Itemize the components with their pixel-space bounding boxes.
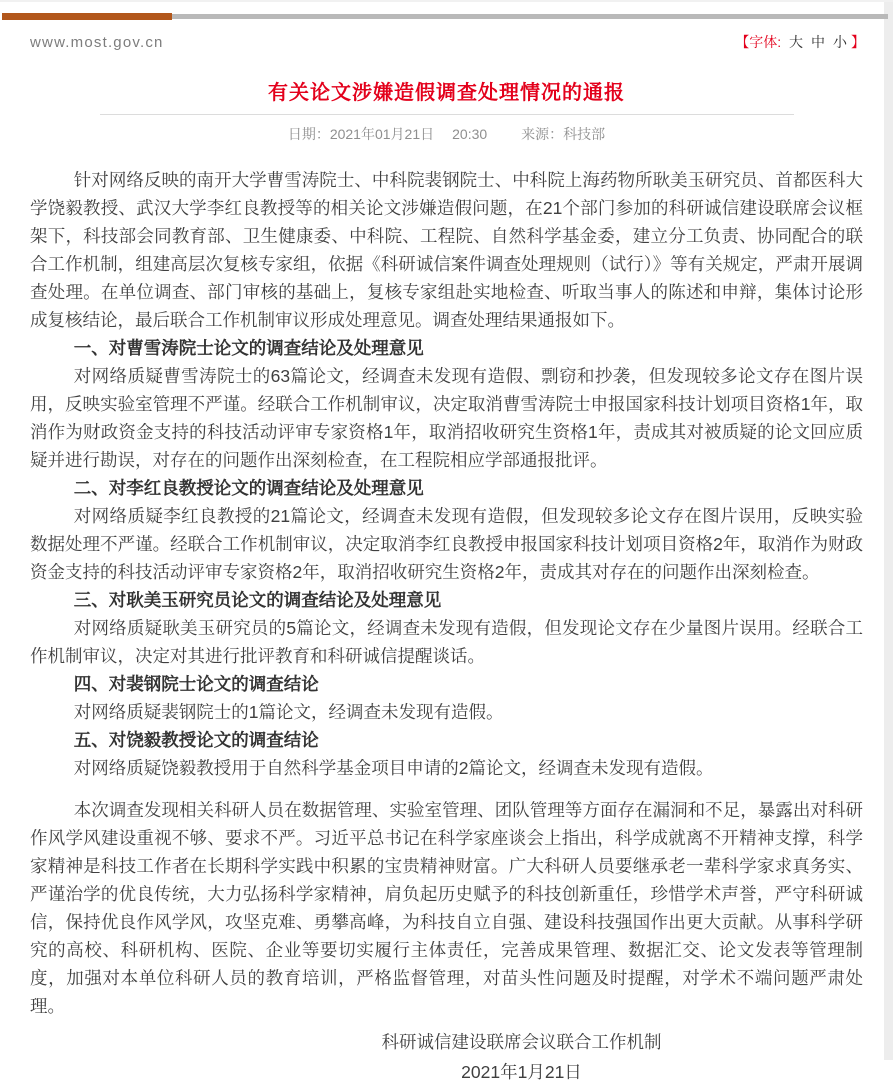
font-size-medium-link[interactable]: 中 — [811, 34, 825, 50]
signature-org: 科研诚信建设联席会议联合工作机制 — [381, 1032, 662, 1052]
meta-time: 20:30 — [452, 126, 488, 142]
section-heading: 二、对李红良教授论文的调查结论及处理意见 — [73, 478, 424, 498]
title-separator — [100, 114, 794, 115]
font-widget-close-bracket: 】 — [851, 34, 865, 50]
section-heading: 一、对曹雪涛院士论文的调查结论及处理意见 — [73, 338, 424, 358]
site-url: www.most.gov.cn — [30, 34, 164, 51]
article-body — [30, 166, 863, 1020]
article-paragraph: 本次调查发现相关科研人员在数据管理、实验室管理、团队管理等方面存在漏洞和不足，暴露出对科研作风学风建设重视不够、要求不严。习近平总书记在科学家座谈会上指出，科学成就离不开精神支撑，科学家精神是科技工作者在长期科学实践中积累的宝贵精神财富。广大科研人员要继承老一辈科学家求真务实、严谨治学的优良传统，大力弘扬科学家精神，肩负起历史赋予的科技创新重任，珍惜学术声誉，严守科研诚信，保持优良作风学风，攻坚克难、勇攀高峰，为科技自立自强、建设科技强国作出更大贡献。从事科学研究的高校、科研机构、医院、企业等要切实履行主体责任，完善成果管理、数据汇交、论文发表等管理制度，加强对本单位科研人员的教育培训，严格监督管理，对苗头性问题及时提醒，对学术不端问题严肃处理。 — [30, 800, 863, 1016]
meta-source: 来源：科技部 — [521, 126, 606, 142]
section-heading: 四、对裴钢院士论文的调查结论 — [73, 674, 319, 694]
article-page — [0, 80, 893, 1086]
top-decor-bar — [2, 13, 888, 20]
article-paragraph: 对网络质疑裴钢院士的1篇论文，经调查未发现有造假。 — [73, 702, 504, 722]
article-paragraph: 对网络质疑李红良教授的21篇论文，经调查未发现有造假，但发现较多论文存在图片误用，反映实验数据处理不严谨。经联合工作机制审议，决定取消李红良教授申报国家科技计划项目资格2年，取消作为财政资金支持的科技活动评审专家资格2年，取消招收研究生资格2年，责成其对存在的问题作出深刻检查。 — [30, 506, 863, 582]
font-size-small-link[interactable]: 小 — [833, 34, 847, 50]
signature-date: 2021年1月21日 — [461, 1062, 582, 1082]
section-heading: 五、对饶毅教授论文的调查结论 — [73, 730, 319, 750]
section-heading: 三、对耿美玉研究员论文的调查结论及处理意见 — [73, 590, 442, 610]
top-bar-gray-segment — [172, 14, 888, 19]
header-row — [0, 33, 893, 52]
font-widget-label: 字体: — [749, 34, 782, 50]
article-paragraph: 对网络质疑饶毅教授用于自然科学基金项目申请的2篇论文，经调查未发现有造假。 — [73, 758, 714, 778]
article-paragraph: 针对网络反映的南开大学曹雪涛院士、中科院裴钢院士、中科院上海药物所耿美玉研究员、首都医科大学饶毅教授、武汉大学李红良教授等的相关论文涉嫌造假问题，在21个部门参加的科研诚信建设联席会议框架下，科技部会同教育部、卫生健康委、中科院、工程院、自然科学基金委，建立分工负责、协同配合的联合工作机制，组建高层次复核专家组，依据《科研诚信案件调查处理规则（试行）》等有关规定，严肃开展调查处理。在单位调查、部门审核的基础上，复核专家组赴实地检查、听取当事人的陈述和申辩，集体讨论形成复核结论，最后联合工作机制审议形成处理意见。调查处理结果通报如下。 — [30, 170, 863, 330]
meta-date: 日期：2021年01月21日 — [287, 126, 435, 142]
font-size-large-link[interactable]: 大 — [789, 34, 803, 50]
font-widget-open-bracket: 【 — [735, 34, 750, 50]
article-meta — [30, 124, 863, 144]
signature-block — [30, 1028, 863, 1086]
article-paragraph: 对网络质疑耿美玉研究员的5篇论文，经调查未发现有造假，但发现论文存在少量图片误用。经联合工作机制审议，决定对其进行批评教育和科研诚信提醒谈话。 — [30, 618, 863, 666]
page-header — [0, 13, 893, 52]
article-title: 有关论文涉嫌造假调查处理情况的通报 — [268, 82, 625, 104]
font-size-widget — [735, 33, 865, 51]
top-bar-orange-segment — [2, 13, 172, 20]
article-paragraph: 对网络质疑曹雪涛院士的63篇论文，经调查未发现有造假、剽窃和抄袭，但发现较多论文存在图片误用，反映实验室管理不严谨。经联合工作机制审议，决定取消曹雪涛院士申报国家科技计划项目资格1年，取消作为财政资金支持的科技活动评审专家资格1年，取消招收研究生资格1年，责成其对被质疑的论文回应质疑并进行勘误，对存在的问题作出深刻检查，在工程院相应学部通报批评。 — [30, 366, 863, 470]
